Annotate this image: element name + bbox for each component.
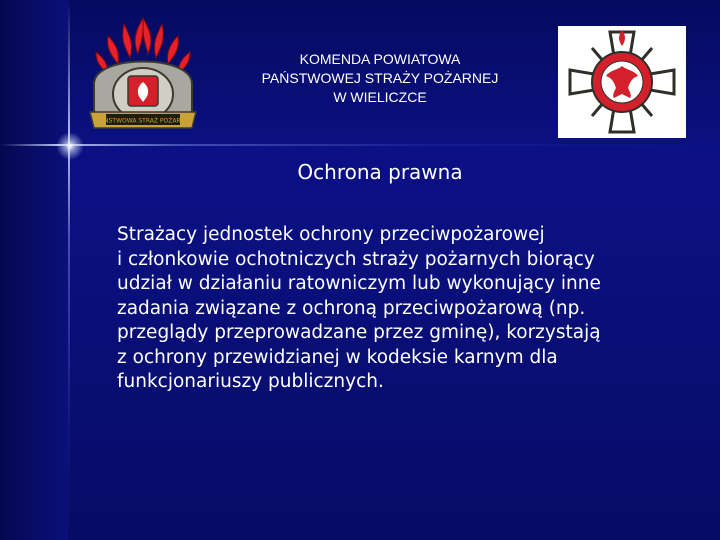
sparkle-icon xyxy=(56,132,84,160)
decorative-horizontal-line xyxy=(0,144,720,146)
body-text: Strażacy jednostek ochrony przeciwpożarowej i członkowie ochotniczych straży pożarnych biorący udział w działaniu ratowniczym lub wykonujący inne zadania związane z ochroną przeciwpożarową (np. przeglądy przeprowadzane przez gminę), korzystają z ochrony przewidzianej w kodeksie karnym dla funkcjonariuszy publicznych. xyxy=(117,224,601,392)
header-title xyxy=(230,50,530,107)
left-band xyxy=(0,0,68,540)
header-line-2: PAŃSTWOWEJ STRAŻY POŻARNEJ xyxy=(261,70,499,86)
decorative-vertical-line xyxy=(68,0,70,540)
header-line-3: W WIELICZCE xyxy=(333,89,427,105)
header-line-1: KOMENDA POWIATOWA xyxy=(299,51,461,67)
slide-title: Ochrona prawna xyxy=(297,160,463,184)
osp-logo xyxy=(558,26,686,138)
emblem-ribbon-text: PAŃSTWOWA STRAŻ POŻARNA xyxy=(96,117,190,125)
osp-cross-emblem-icon xyxy=(558,26,686,138)
psp-emblem-icon xyxy=(80,14,206,134)
